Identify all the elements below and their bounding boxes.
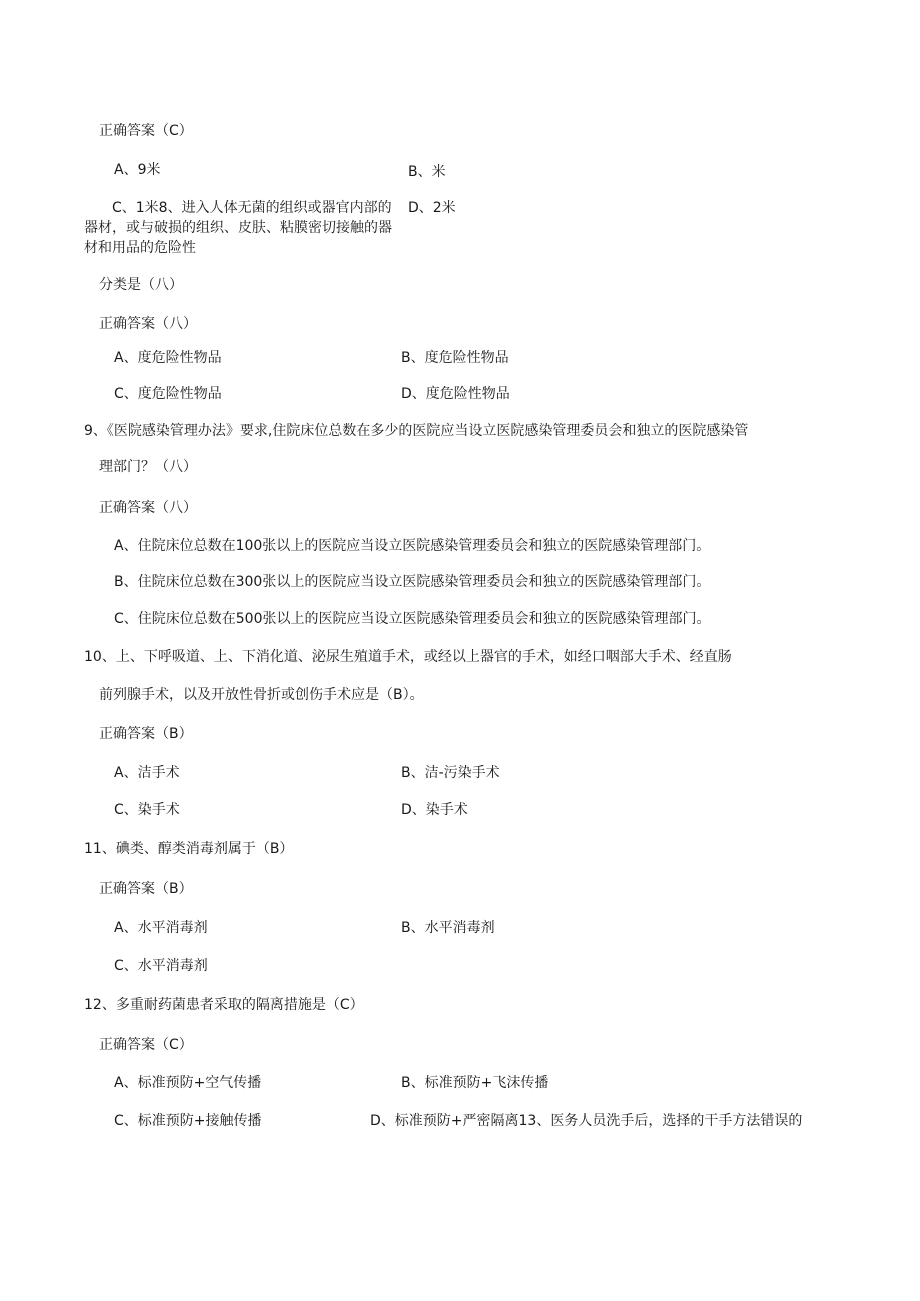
q10-option-a: A、洁手术 bbox=[114, 765, 180, 781]
q10-answer: 正确答案（B） bbox=[99, 726, 193, 742]
q12-option-c: C、标准预防+接触传播 bbox=[114, 1113, 262, 1129]
q10-option-d: D、染手术 bbox=[401, 802, 468, 818]
q8-option-b: B、度危险性物品 bbox=[401, 350, 509, 366]
q11-answer: 正确答案（B） bbox=[99, 881, 193, 897]
q8-answer: 正确答案（八） bbox=[99, 316, 197, 332]
q8-option-c: C、度危险性物品 bbox=[114, 386, 222, 402]
q11-question: 11、碘类、醇类消毒剂属于（B） bbox=[84, 841, 294, 857]
q9-question-line1: 9、《医院感染管理办法》要求,住院床位总数在多少的医院应当设立医院感染管理委员会和独立的医院感染管 bbox=[84, 423, 749, 439]
q10-option-c: C、染手术 bbox=[114, 802, 180, 818]
q7-option-d: D、2米 bbox=[408, 200, 456, 216]
q10-question-line1: 10、上、下呼吸道、上、下消化道、泌尿生殖道手术，或经以上器官的手术，如经口咽部大手术、经直肠 bbox=[84, 649, 732, 665]
q7-option-c-with-q8-start: C、1米8、进入人体无菌的组织或器官内部的器材，或与破损的组织、皮肤、粘膜密切接触的器材和用品的危险性 bbox=[84, 200, 392, 256]
q8-continuation: 分类是（八） bbox=[99, 277, 183, 293]
q12-question: 12、多重耐药菌患者采取的隔离措施是（C） bbox=[84, 997, 364, 1013]
q12-option-b: B、标准预防+飞沫传播 bbox=[401, 1075, 549, 1091]
q8-option-a: A、度危险性物品 bbox=[114, 350, 222, 366]
q7-option-b: B、米 bbox=[408, 164, 446, 180]
q8-option-d: D、度危险性物品 bbox=[401, 386, 510, 402]
q12-option-a: A、标准预防+空气传播 bbox=[114, 1075, 262, 1091]
q10-option-b: B、洁-污染手术 bbox=[401, 765, 500, 781]
q11-option-c: C、水平消毒剂 bbox=[114, 958, 208, 974]
q10-question-line2: 前列腺手术，以及开放性骨折或创伤手术应是（B）。 bbox=[99, 687, 424, 703]
q11-option-b: B、水平消毒剂 bbox=[401, 920, 495, 936]
q9-option-a: A、住院床位总数在100张以上的医院应当设立医院感染管理委员会和独立的医院感染管理部门。 bbox=[114, 538, 711, 554]
q12-answer: 正确答案（C） bbox=[99, 1037, 193, 1053]
q9-answer: 正确答案（八） bbox=[99, 500, 197, 516]
q7-answer: 正确答案（C） bbox=[99, 123, 193, 139]
q9-option-c: C、住院床位总数在500张以上的医院应当设立医院感染管理委员会和独立的医院感染管理部门。 bbox=[114, 611, 711, 627]
q11-option-a: A、水平消毒剂 bbox=[114, 920, 208, 936]
q7-option-a: A、9米 bbox=[114, 162, 161, 178]
q9-question-line2: 理部门？（八） bbox=[99, 459, 197, 475]
q12-option-d-with-q13-start: D、标准预防+严密隔离13、医务人员洗手后，选择的干手方法错误的 bbox=[370, 1113, 803, 1129]
q9-option-b: B、住院床位总数在300张以上的医院应当设立医院感染管理委员会和独立的医院感染管理部门。 bbox=[114, 574, 711, 590]
